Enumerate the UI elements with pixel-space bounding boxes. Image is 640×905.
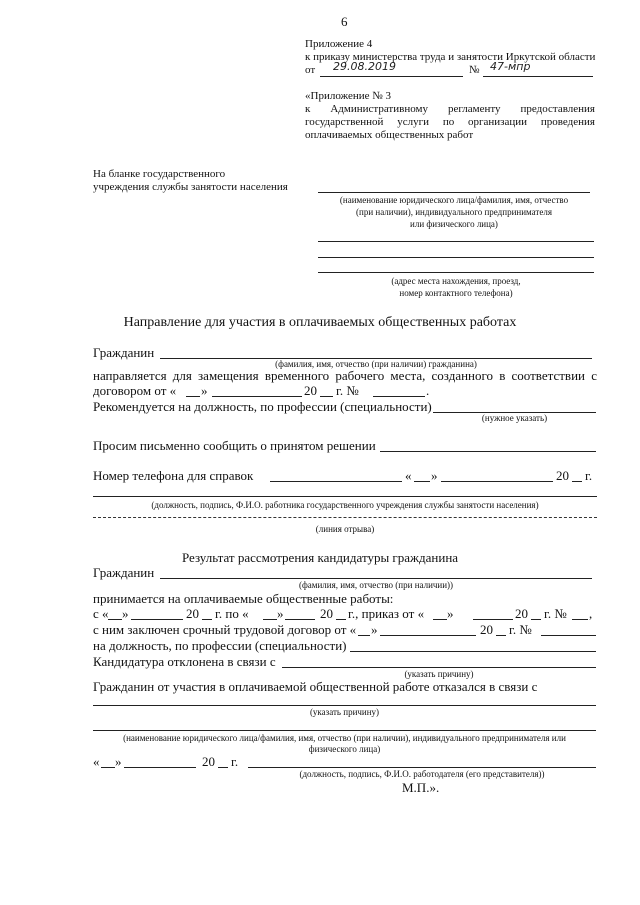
official-caption: (должность, подпись, Ф.И.О. работника государственного учреждения службы занятости населения) bbox=[151, 500, 539, 510]
employer-signature-caption: (должность, подпись, Ф.И.О. работодателя (его представителя)) bbox=[299, 769, 545, 779]
address-line3 bbox=[318, 272, 594, 273]
appendix3-line1: к Административному регламенту предоставления bbox=[305, 103, 595, 115]
period-start-month-line bbox=[131, 619, 183, 620]
request-label: Просим письменно сообщить о принятом решении bbox=[93, 438, 376, 453]
result-contract-day-line bbox=[358, 635, 370, 636]
period-start-year-line bbox=[202, 619, 212, 620]
result-contract-close: » bbox=[371, 622, 378, 637]
appendix3-title: «Приложение № 3 bbox=[305, 90, 392, 102]
letterhead-line1: На бланке государственного bbox=[93, 168, 226, 180]
order-date-close: » bbox=[447, 606, 454, 621]
result-citizen-label: Гражданин bbox=[93, 565, 155, 580]
contract-quote-close: » bbox=[201, 383, 208, 398]
appendix4-order-line: к приказу министерства труда и занятости Иркутской области bbox=[305, 51, 596, 63]
official-signature-line bbox=[93, 496, 597, 497]
appendix4-date-line bbox=[320, 76, 463, 77]
phone-g: г. bbox=[585, 468, 593, 483]
direction-purpose-line: направляется для замещения временного рабочего места, созданного в соответствии с bbox=[93, 368, 597, 383]
recipient-caption2: (при наличии), индивидуального предпринимателя bbox=[356, 207, 552, 217]
employer-caption2: физического лица) bbox=[308, 744, 381, 754]
signature-year: 20 bbox=[202, 754, 215, 769]
appendix4-date-prefix: от bbox=[305, 64, 316, 76]
appendix3-line2: государственной услуги по организации проведения bbox=[305, 116, 595, 128]
signature-day-line bbox=[101, 767, 115, 768]
signature-year-line bbox=[218, 767, 228, 768]
contract-prefix: договором от « bbox=[93, 383, 177, 398]
order-date-open: г., приказ от « bbox=[348, 606, 425, 621]
order-day-line bbox=[433, 619, 447, 620]
result-title: Результат рассмотрения кандидатуры гражданина bbox=[181, 550, 459, 565]
period-start-open: с « bbox=[93, 606, 109, 621]
phone-day-line bbox=[414, 481, 430, 482]
period-end-year: 20 bbox=[320, 606, 333, 621]
result-contract-month-line bbox=[380, 635, 476, 636]
contract-day-line bbox=[186, 396, 200, 397]
appendix4-title: Приложение 4 bbox=[305, 38, 373, 50]
stamp-label: М.П.». bbox=[402, 780, 440, 795]
phone-quote-close: » bbox=[431, 468, 438, 483]
contract-month-line bbox=[212, 396, 302, 397]
result-contract-year-line bbox=[496, 635, 506, 636]
result-accepted: принимается на оплачиваемые общественные работы: bbox=[93, 591, 394, 606]
recommended-label: Рекомендуется на должность, по профессии (специальности) bbox=[93, 399, 432, 414]
address-line1 bbox=[318, 241, 594, 242]
cut-line bbox=[93, 517, 597, 518]
result-citizen-line bbox=[160, 578, 592, 579]
phone-label: Номер телефона для справок bbox=[93, 468, 254, 483]
appendix3-line3: оплачиваемых общественных работ bbox=[305, 129, 474, 141]
result-contract-label: с ним заключен срочный трудовой договор от « bbox=[93, 622, 357, 637]
period-end-open: г. по « bbox=[215, 606, 249, 621]
result-rejected-label: Кандидатура отклонена в связи с bbox=[93, 654, 276, 669]
address-line2 bbox=[318, 257, 594, 258]
recipient-caption1: (наименование юридического лица/фамилия, имя, отчество bbox=[339, 195, 569, 205]
period-end-close: » bbox=[277, 606, 284, 621]
result-contract-number-label: г. № bbox=[509, 622, 532, 637]
direction-title: Направление для участия в оплачиваемых общественных работах bbox=[123, 315, 517, 330]
contract-year-line bbox=[320, 396, 333, 397]
period-end-month-line bbox=[285, 619, 315, 620]
employer-caption1: (наименование юридического лица/фамилия, имя, отчество (при наличии), индивидуального предпринимателя или bbox=[123, 733, 566, 743]
result-position-line bbox=[350, 651, 596, 652]
contract-end: . bbox=[426, 383, 430, 398]
phone-month-line bbox=[441, 481, 553, 482]
request-line bbox=[380, 451, 596, 452]
order-month-line bbox=[473, 619, 513, 620]
appendix4-number-handwritten: 47-мпр bbox=[490, 60, 531, 73]
result-reason-caption2: (указать причину) bbox=[309, 707, 380, 717]
recipient-caption3: или физического лица) bbox=[410, 219, 498, 229]
phone-line bbox=[270, 481, 402, 482]
direction-citizen-caption: (фамилия, имя, отчество (при наличии) гражданина) bbox=[275, 359, 477, 369]
phone-quote-open: « bbox=[405, 468, 412, 483]
order-end: , bbox=[589, 606, 593, 621]
period-end-day-line bbox=[263, 619, 277, 620]
order-year: 20 bbox=[515, 606, 528, 621]
period-start-close: » bbox=[122, 606, 129, 621]
appendix4-number-line bbox=[483, 76, 593, 77]
order-number-label: г. № bbox=[544, 606, 567, 621]
recommended-caption: (нужное указать) bbox=[481, 413, 548, 423]
result-position-label: на должность, по профессии (специальности) bbox=[93, 638, 347, 653]
contract-number-line bbox=[373, 396, 425, 397]
appendix4-number-prefix: № bbox=[469, 64, 480, 76]
appendix4-date-handwritten: 29.08.2019 bbox=[333, 60, 396, 73]
result-contract-number-line bbox=[541, 635, 596, 636]
cut-caption: (линия отрыва) bbox=[315, 524, 375, 534]
period-start-day-line bbox=[108, 619, 122, 620]
result-refused-line bbox=[93, 705, 596, 706]
letterhead-line2: учреждения службы занятости населения bbox=[93, 181, 288, 193]
result-contract-year: 20 bbox=[480, 622, 493, 637]
phone-year-line bbox=[572, 481, 582, 482]
employer-line bbox=[93, 730, 596, 731]
recipient-line bbox=[318, 192, 590, 193]
address-caption2: номер контактного телефона) bbox=[399, 288, 513, 298]
order-year-line bbox=[531, 619, 541, 620]
address-caption1: (адрес места нахождения, проезд, bbox=[391, 276, 521, 286]
direction-citizen-label: Гражданин bbox=[93, 345, 155, 360]
contract-year: 20 bbox=[304, 383, 317, 398]
employer-signature-line bbox=[248, 767, 596, 768]
period-end-year-line bbox=[336, 619, 346, 620]
result-reason-caption: (указать причину) bbox=[404, 669, 474, 679]
result-refused-label: Гражданин от участия в оплачиваемой общественной работе отказался в связи с bbox=[93, 679, 538, 694]
signature-g: г. bbox=[231, 754, 239, 769]
phone-year: 20 bbox=[556, 468, 569, 483]
result-citizen-caption: (фамилия, имя, отчество (при наличии)) bbox=[298, 580, 454, 590]
order-number-line bbox=[572, 619, 588, 620]
result-rejected-line bbox=[282, 667, 596, 668]
page-number: 6 bbox=[341, 14, 348, 29]
signature-month-line bbox=[124, 767, 196, 768]
period-start-year: 20 bbox=[186, 606, 199, 621]
signature-date-open: « bbox=[93, 754, 100, 769]
signature-date-close: » bbox=[115, 754, 122, 769]
contract-number-label: г. № bbox=[336, 383, 359, 398]
